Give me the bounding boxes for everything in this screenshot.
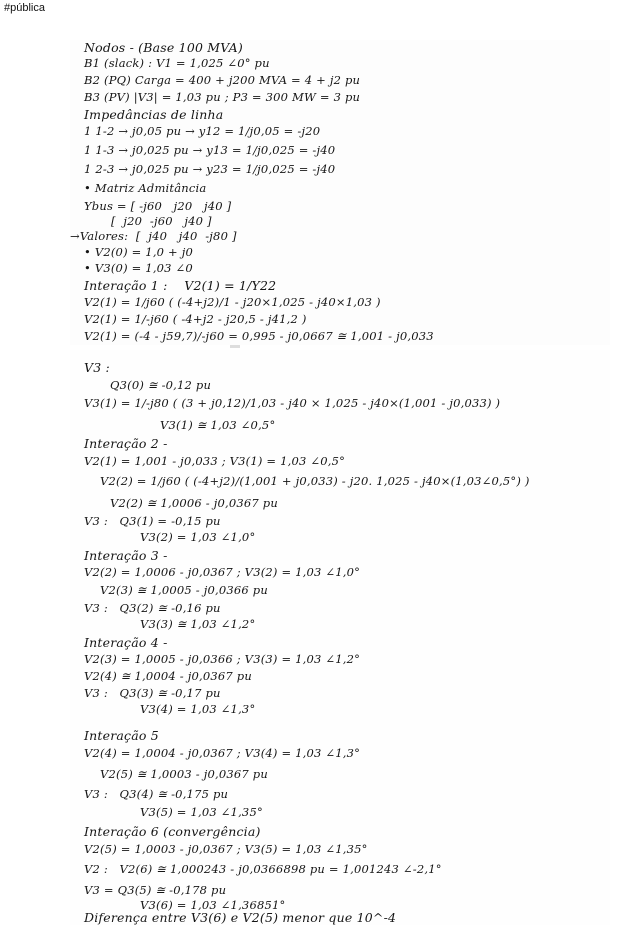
line-iter2-values: V2(1) = 1,001 - j0,033 ; V3(1) = 1,03 ∠0,5°	[84, 454, 346, 468]
line-convergence-note: Diferença entre V3(6) e V2(5) menor que 10^-4	[84, 910, 397, 925]
line-iter3-v2: V2(3) ≅ 1,0005 - j0,0366 pu	[100, 583, 268, 597]
line-v3-1-eq: V3(1) = 1/-j80 ( (3 + j0,12)/1,03 - j40 × 1,025 - j40×(1,001 - j0,033) )	[84, 396, 501, 410]
line-iter4-v3: V3(4) = 1,03 ∠1,3°	[140, 702, 256, 716]
line-iter6-values: V2(5) = 1,0003 - j0,0367 ; V3(5) = 1,03 ∠1,35°	[84, 842, 368, 856]
line-iter5-values: V2(4) = 1,0004 - j0,0367 ; V3(4) = 1,03 ∠1,3°	[84, 746, 361, 760]
line-iter4-v2: V2(4) ≅ 1,0004 - j0,0367 pu	[84, 669, 252, 683]
line-iter6-v2: V2 : V2(6) ≅ 1,000243 - j0,0366898 pu = 1,001243 ∠-2,1°	[84, 862, 442, 876]
line-bus1: B1 (slack) : V1 = 1,025 ∠0° pu	[84, 56, 270, 70]
hashtag-label: #pública	[4, 2, 45, 14]
line-iter3-q3: V3 : Q3(2) ≅ -0,16 pu	[84, 601, 221, 615]
line-bus2: B2 (PQ) Carga = 400 + j200 MVA = 4 + j2 pu	[84, 73, 361, 87]
line-iteration1-title: Interação 1 : V2(1) = 1/Y22	[84, 278, 277, 293]
line-v2-initial: • V2(0) = 1,0 + j0	[84, 245, 194, 259]
line-matrix-title: • Matriz Admitância	[84, 181, 207, 195]
line-iter2-q3: V3 : Q3(1) = -0,15 pu	[84, 514, 221, 528]
line-q3-0: Q3(0) ≅ -0,12 pu	[110, 378, 212, 392]
line-iter2-v2: V2(2) ≅ 1,0006 - j0,0367 pu	[110, 496, 278, 510]
handwritten-page	[70, 40, 610, 925]
line-ybus-row1: Ybus = [ -j60 j20 j40 ]	[84, 199, 232, 213]
line-iter1-eq2: V2(1) = 1/-j60 ( -4+j2 - j20,5 - j41,2 )	[84, 312, 307, 326]
line-iteration3-title: Interação 3 -	[84, 548, 168, 563]
line-iter4-values: V2(3) = 1,0005 - j0,0366 ; V3(3) = 1,03 ∠1,2°	[84, 652, 361, 666]
line-iter3-v3: V3(3) ≅ 1,03 ∠1,2°	[140, 617, 256, 631]
line-nodes-title: Nodos - (Base 100 MVA)	[84, 40, 243, 55]
line-iter1-eq3: V2(1) = (-4 - j59,7)/-j60 = 0,995 - j0,0667 ≅ 1,001 - j0,033	[84, 329, 434, 343]
line-iter6-q3: V3 = Q3(5) ≅ -0,178 pu	[84, 883, 227, 897]
line-ybus-row3: →Valores: [ j40 j40 -j80 ]	[70, 229, 237, 243]
line-iter2-v3: V3(2) = 1,03 ∠1,0°	[140, 530, 256, 544]
line-iter3-values: V2(2) = 1,0006 - j0,0367 ; V3(2) = 1,03 ∠1,0°	[84, 565, 361, 579]
line-iteration4-title: Interação 4 -	[84, 635, 168, 650]
line-v3-heading: V3 :	[84, 360, 110, 375]
line-iter5-v3: V3(5) = 1,03 ∠1,35°	[140, 805, 263, 819]
line-iter4-q3: V3 : Q3(3) ≅ -0,17 pu	[84, 686, 221, 700]
line-ybus-row2: [ j20 -j60 j40 ]	[84, 214, 212, 228]
line-v3-initial: • V3(0) = 1,03 ∠0	[84, 261, 193, 275]
line-iteration2-title: Interação 2 -	[84, 436, 168, 451]
line-iteration6-title: Interação 6 (convergência)	[84, 824, 261, 839]
line-iter6-v3: V3(6) = 1,03 ∠1,36851°	[140, 898, 286, 912]
line-iter1-eq1: V2(1) = 1/j60 ( (-4+j2)/1 - j20×1,025 - j40×1,03 )	[84, 295, 381, 309]
line-iter2-eq: V2(2) = 1/j60 ( (-4+j2)/(1,001 + j0,033) - j20. 1,025 - j40×(1,03∠0,5°) )	[100, 474, 530, 488]
line-iter5-v2: V2(5) ≅ 1,0003 - j0,0367 pu	[100, 767, 268, 781]
line-impedance-title: Impedâncias de linha	[84, 107, 224, 122]
line-iteration5-title: Interação 5	[84, 728, 159, 743]
line-z23: 1 2-3 → j0,025 pu → y23 = 1/j0,025 = -j40	[84, 162, 336, 176]
page-divider	[230, 345, 240, 348]
line-z13: 1 1-3 → j0,025 pu → y13 = 1/j0,025 = -j40	[84, 143, 336, 157]
line-bus3: B3 (PV) |V3| = 1,03 pu ; P3 = 300 MW = 3 pu	[84, 90, 361, 104]
line-z12: 1 1-2 → j0,05 pu → y12 = 1/j0,05 = -j20	[84, 124, 321, 138]
line-iter5-q3: V3 : Q3(4) ≅ -0,175 pu	[84, 787, 229, 801]
line-v3-1-result: V3(1) ≅ 1,03 ∠0,5°	[160, 418, 276, 432]
